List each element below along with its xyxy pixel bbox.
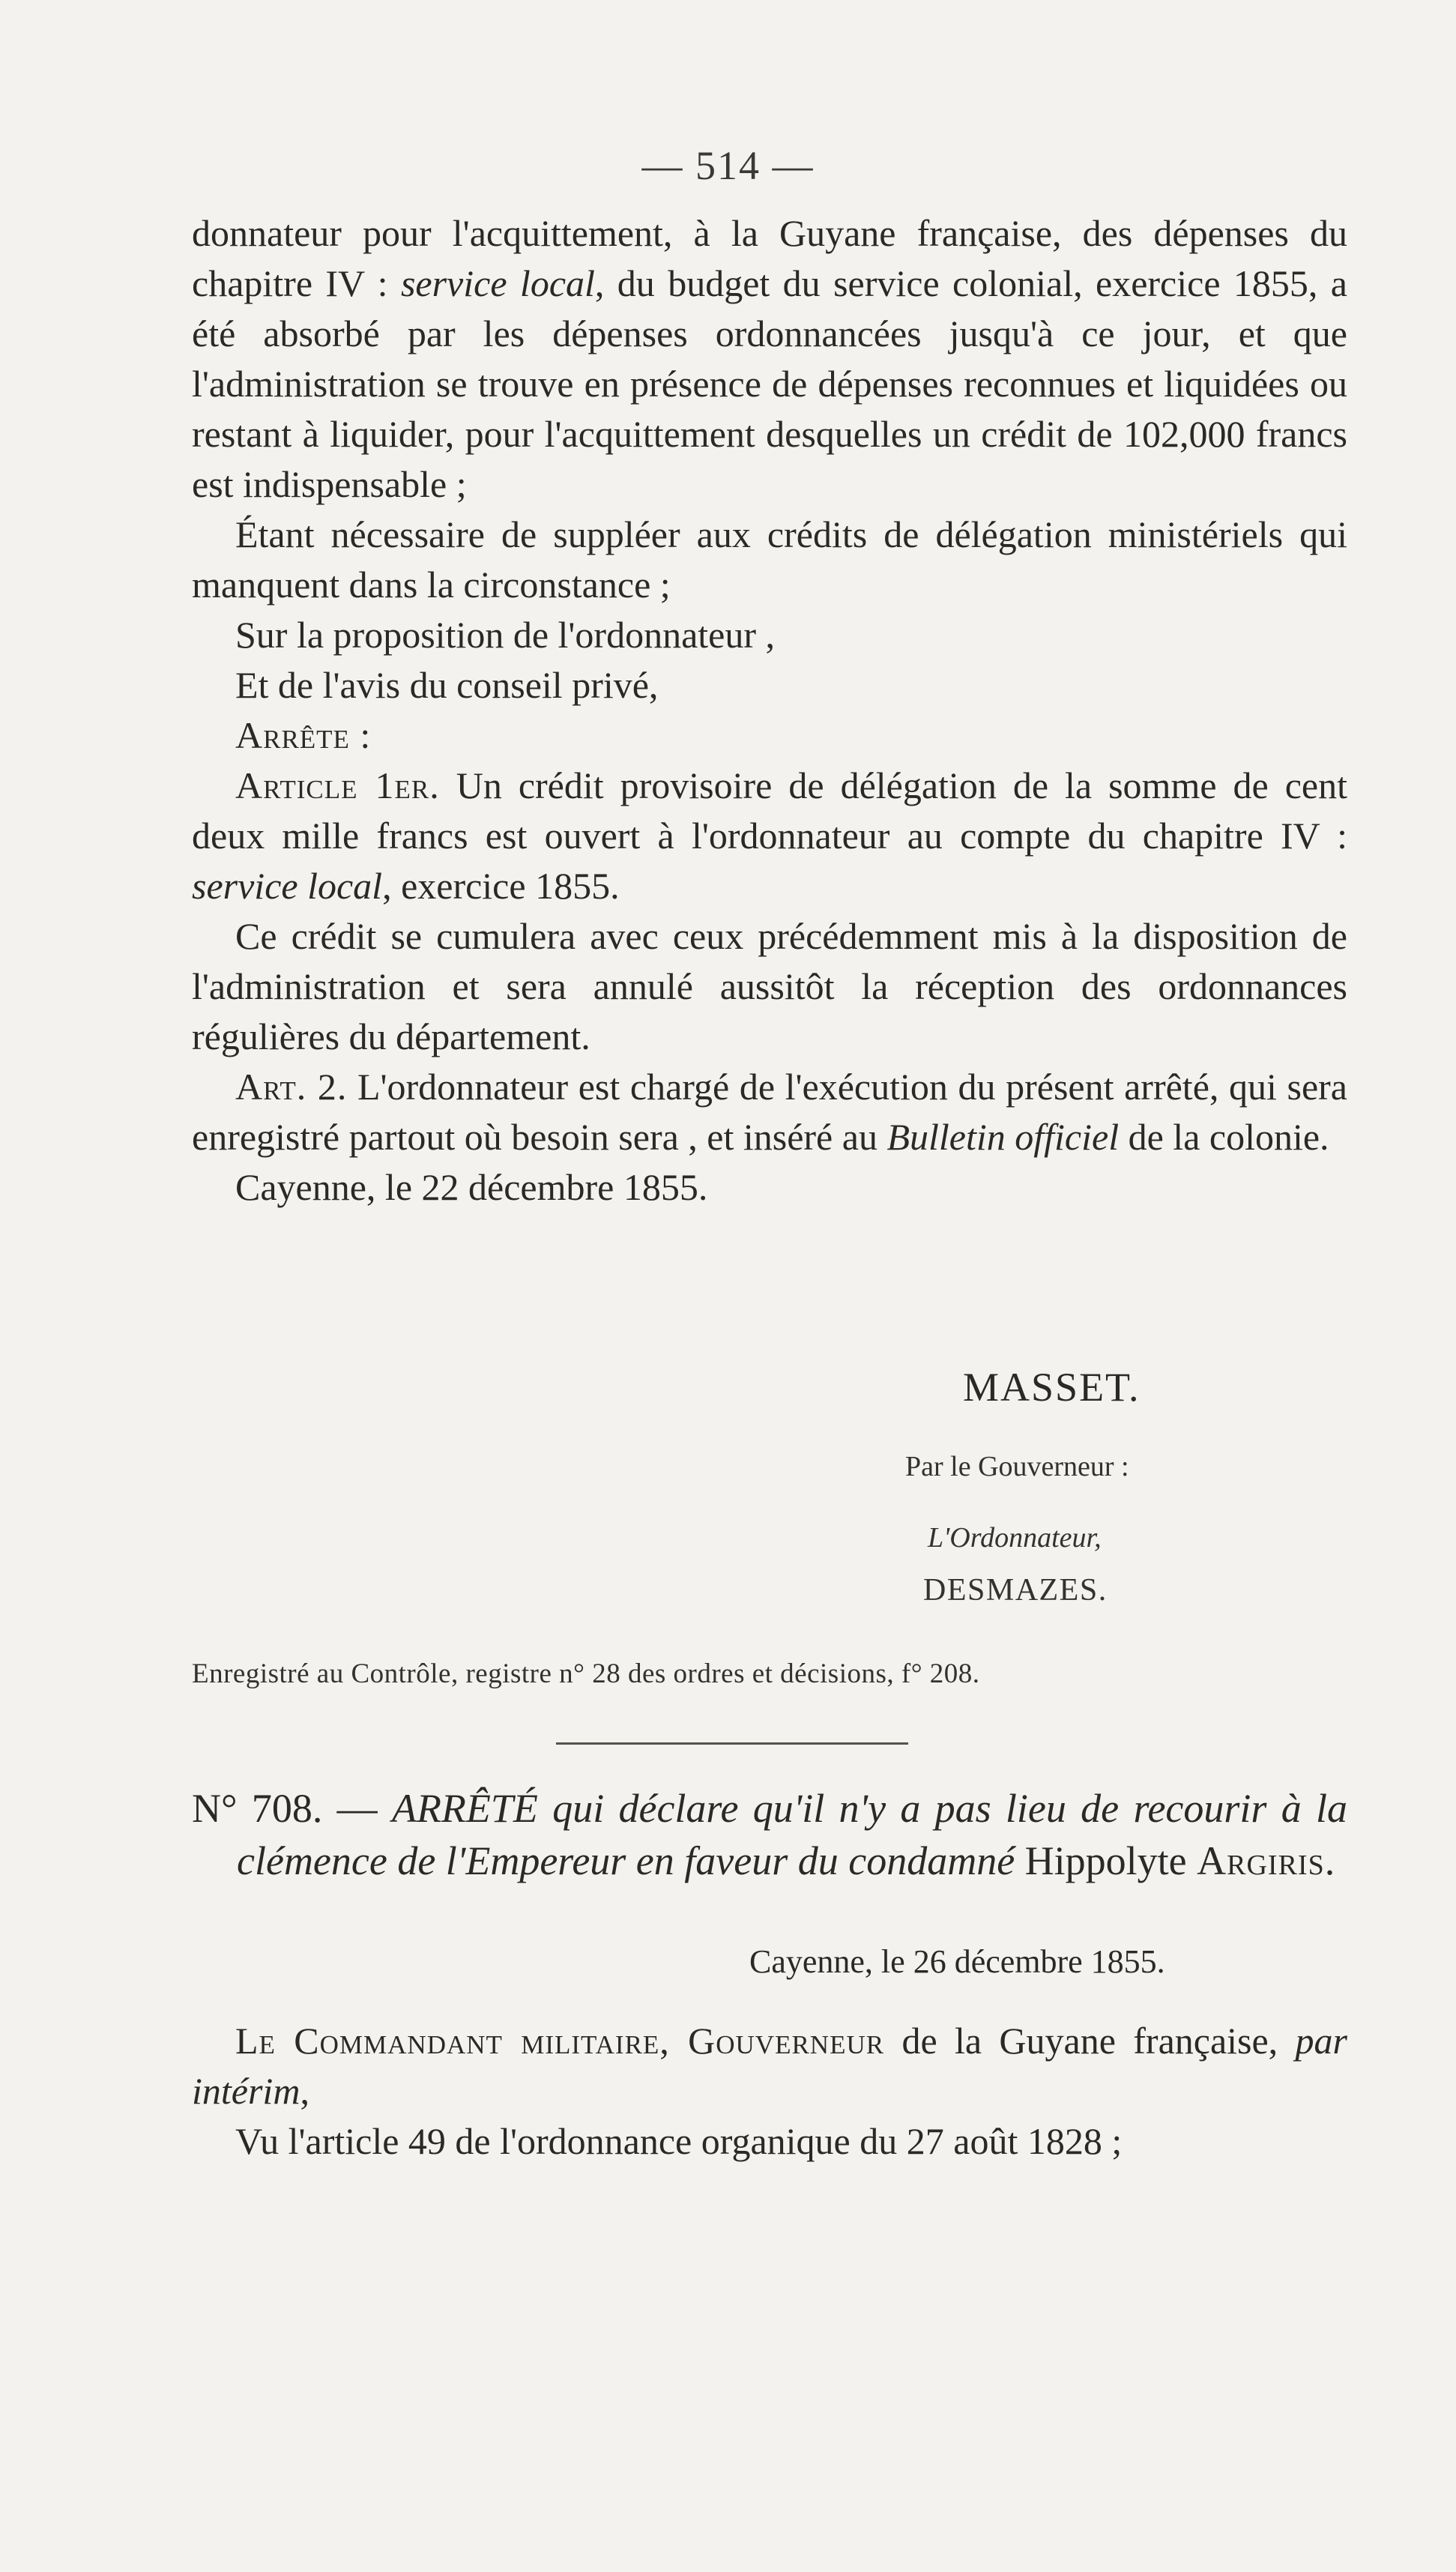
paragraph-text: L'ordonnateur est chargé de l'exécution du présent arrêté, qui sera enregistré partout où besoin sera , et inséré au: [192, 1066, 1347, 1158]
paragraph: Étant nécessaire de suppléer aux crédits de délégation ministériels qui manquent dans la circonstance ;: [192, 513, 1347, 606]
paragraph-text: Un crédit provisoire de délégation de la somme de cent deux mille francs est ouvert à l'ordonnateur au compte du chapitre IV :: [192, 764, 1347, 857]
italic-text: service local: [192, 865, 383, 907]
decree-708-heading: [192, 1782, 1347, 1887]
italic-text: service local: [400, 262, 595, 304]
paragraph: [192, 2016, 1347, 2116]
paragraph-text: Hippolyte: [1015, 1838, 1197, 1883]
paragraph-text: donnateur pour l'acquittement, à la Guyane française, des dépenses du chapitre IV :: [192, 212, 1347, 304]
paragraph-text: de la colonie.: [1119, 1116, 1329, 1158]
italic-text: Bulletin officiel: [886, 1116, 1120, 1158]
place-date: Cayenne, le 22 décembre 1855.: [235, 1166, 708, 1208]
section-divider: [556, 1742, 908, 1745]
ordonnateur-name: DESMAZES.: [923, 1573, 1108, 1608]
article-2: [192, 1062, 1347, 1162]
article-1: [192, 761, 1347, 911]
article-label: Art. 2.: [235, 1066, 348, 1108]
paragraph-text: de la Guyane française,: [884, 2020, 1296, 2062]
paragraph: Sur la proposition de l'ordonnateur ,: [235, 614, 775, 656]
decree-title: [192, 1782, 1347, 1887]
decree-708-body: [192, 2016, 1347, 2167]
arrete-heading: Arrête :: [235, 714, 372, 756]
paragraph: Vu l'article 49 de l'ordonnance organique du 27 août 1828 ;: [235, 2120, 1123, 2162]
paragraph: Ce crédit se cumulera avec ceux précédemment mis à la disposition de l'administration et sera annulé aussitôt la réception des ordonnances régulières du département.: [192, 915, 1347, 1057]
paragraph: Et de l'avis du conseil privé,: [235, 664, 659, 706]
article-label: Article 1er.: [235, 764, 440, 806]
condemned-name: Argiris.: [1197, 1838, 1336, 1883]
italic-text: par intérim: [192, 2020, 1347, 2112]
paragraph-text: , du budget du service colonial, exercice 1855, a été absorbé par les dépenses ordonnancées jusqu'à ce jour, et que l'administration se trouve en présence de dépenses reconnues et liquidées ou restant à liquider, pour l'acquittement desquelles un crédit de 102,000 francs est indispensable ;: [192, 262, 1347, 505]
decree-number: N° 708. —: [192, 1786, 392, 1831]
paragraph-text: , exercice 1855.: [382, 865, 620, 907]
par-le-gouverneur: Par le Gouverneur :: [905, 1451, 1129, 1482]
page-number: — 514 —: [641, 143, 815, 188]
small-caps-text: Le Commandant militaire,: [235, 2020, 670, 2062]
decree-date: Cayenne, le 26 décembre 1855.: [749, 1943, 1165, 1980]
decree-continuation: [192, 208, 1347, 1213]
ordonnateur-title: L'Ordonnateur,: [928, 1522, 1102, 1554]
decree-title-text: ARRÊTÉ qui déclare qu'il n'y a pas lieu de recourir à la clémence de l'Empereur en faveur du condamné: [237, 1786, 1347, 1883]
small-caps-text: Gouverneur: [669, 2020, 885, 2062]
paragraph-text: ,: [300, 2070, 309, 2112]
signatory-name: MASSET.: [963, 1365, 1141, 1410]
paragraph: [192, 208, 1347, 510]
registration-note: Enregistré au Contrôle, registre n° 28 des ordres et décisions, f° 208.: [192, 1658, 980, 1689]
